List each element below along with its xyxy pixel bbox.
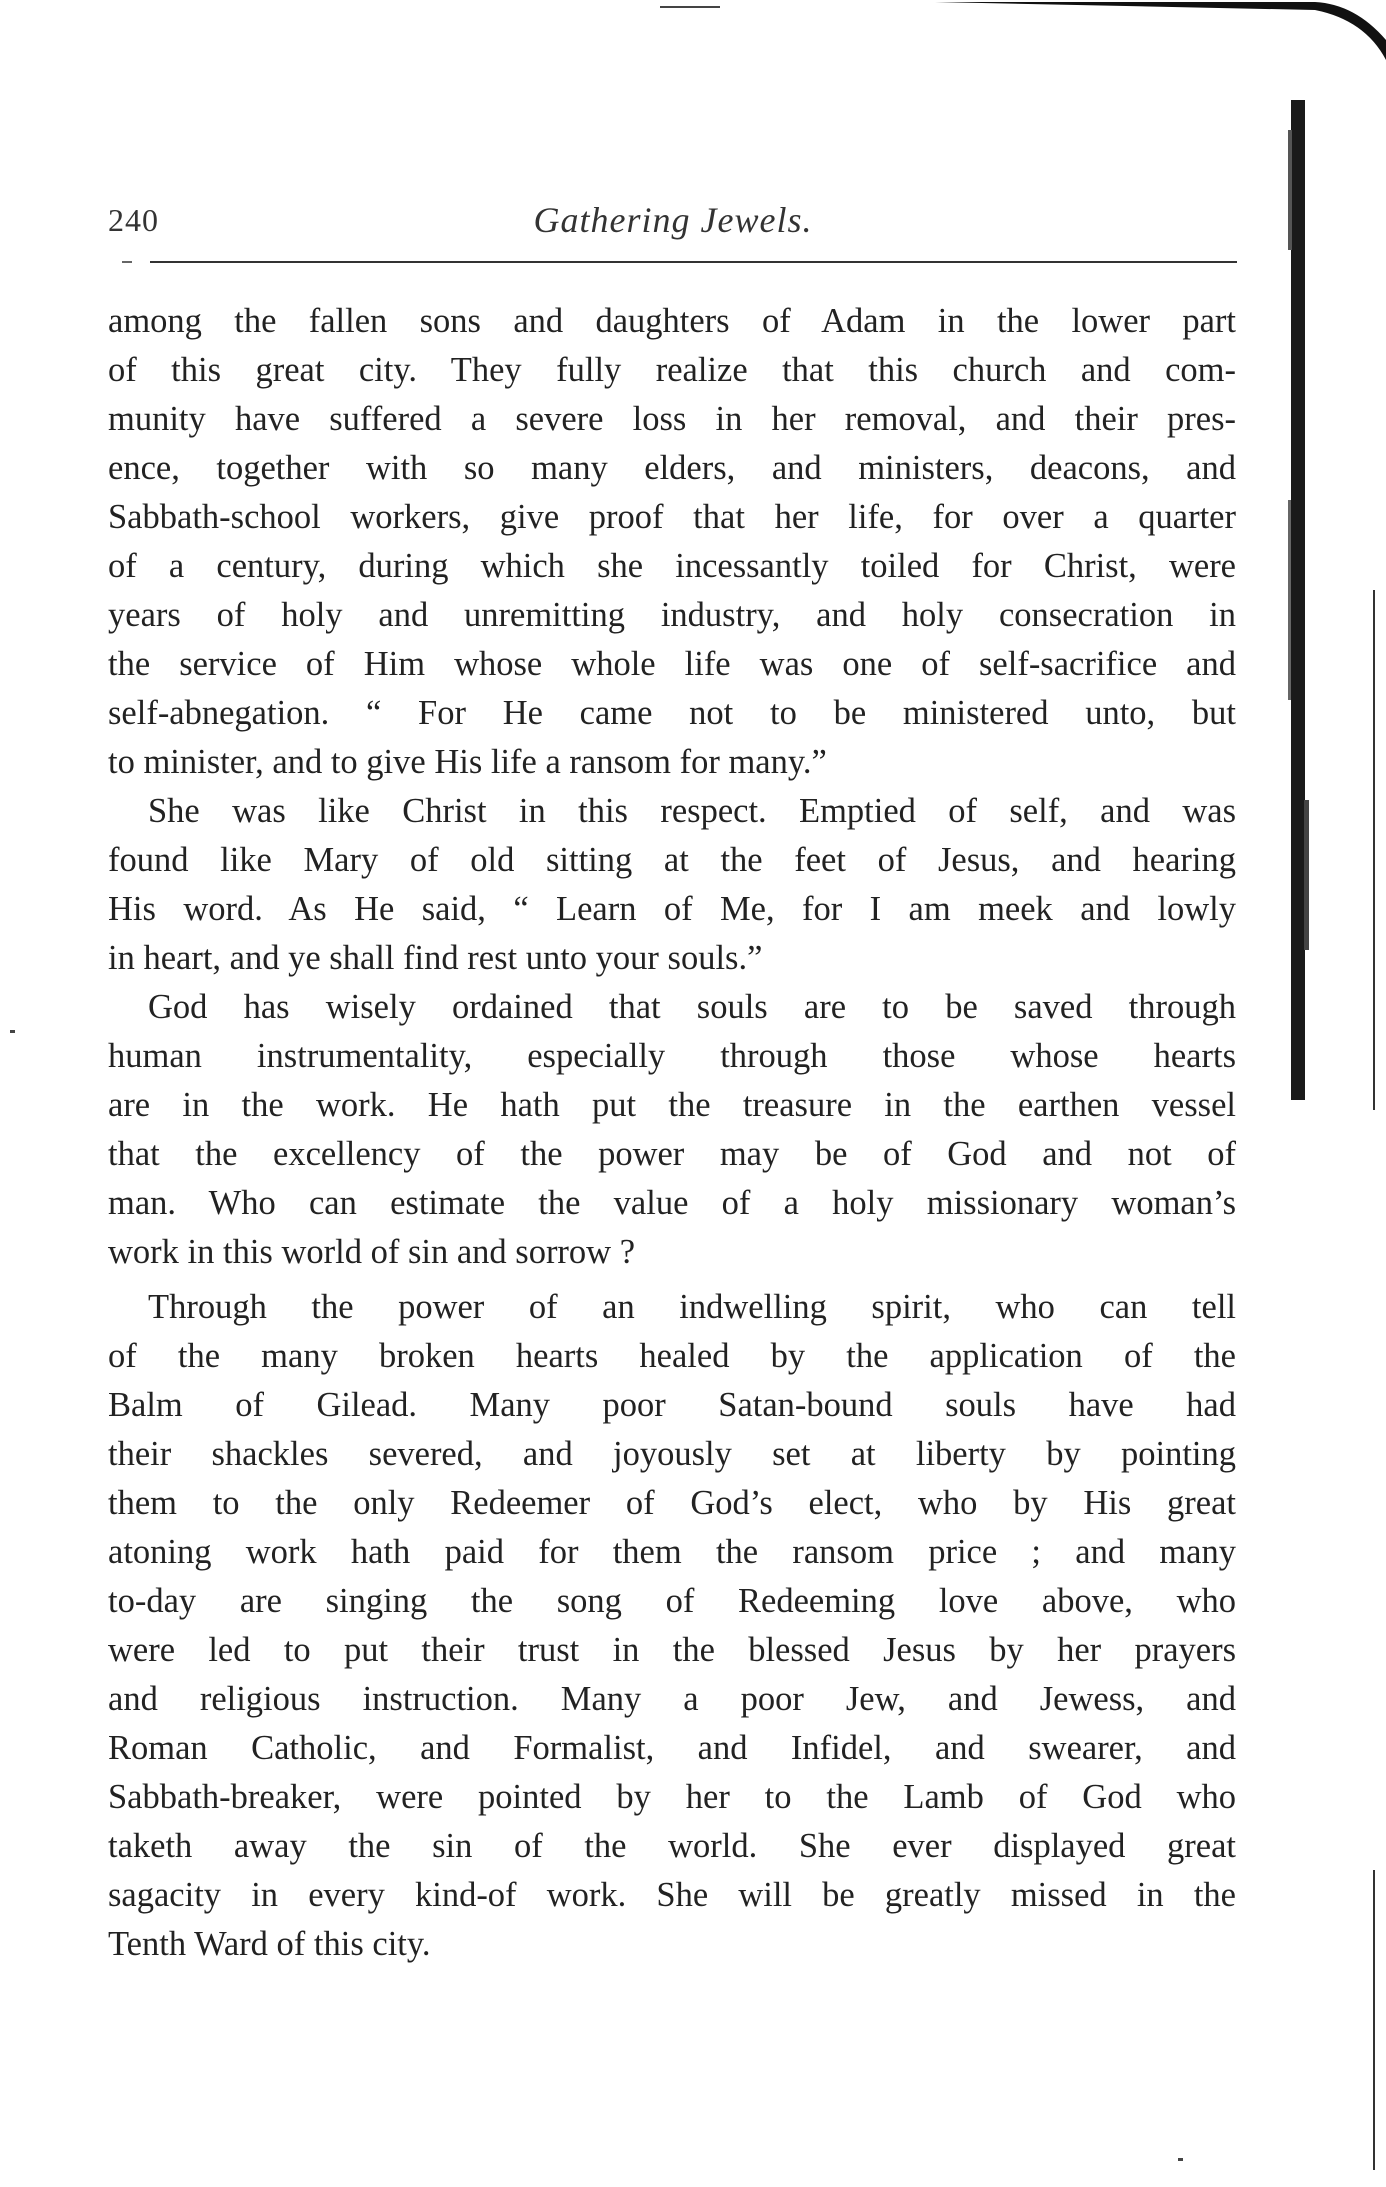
top-edge-rule <box>660 6 720 8</box>
binding-edge-strip <box>1288 100 1310 1100</box>
text-line: Sabbath-school workers, give proof that her life, for over a quarter <box>108 498 1236 536</box>
margin-speck <box>10 1030 15 1033</box>
running-title: Gathering Jewels. <box>533 200 813 240</box>
page-body <box>108 297 1236 1969</box>
text-line: ence, together with so many elders, and ministers, deacons, and <box>108 449 1236 487</box>
text-line: among the fallen sons and daughters of Adam in the lower part <box>108 302 1236 340</box>
text-line: years of holy and unremitting industry, and holy consecration in <box>108 596 1236 634</box>
paragraph <box>108 983 1236 1032</box>
text-line: of a century, during which she incessantly toiled for Christ, were <box>108 547 1236 585</box>
margin-speck-bottom <box>1178 2158 1183 2161</box>
scan-edge-line <box>1373 590 1375 1110</box>
text-line: to minister, and to give His life a ransom for many.” <box>108 743 827 781</box>
text-line: His word. As He said, “ Learn of Me, for I am meek and lowly <box>108 890 1236 928</box>
text-line: taketh away the sin of the world. She ever displayed great <box>108 1827 1236 1865</box>
paragraph <box>108 1283 1236 1332</box>
text-line: human instrumentality, especially through those whose hearts <box>108 1037 1236 1075</box>
text-line: munity have suffered a severe loss in her removal, and their pres- <box>108 400 1236 438</box>
page-number: 240 <box>108 202 159 238</box>
text-line: of the many broken hearts healed by the application of the <box>108 1337 1236 1375</box>
page-corner-shadow <box>935 0 1386 60</box>
text-line: She was like Christ in this respect. Emptied of self, and was <box>148 792 1236 830</box>
text-line: self-abnegation. “ For He came not to be ministered unto, but <box>108 694 1236 732</box>
paragraph-continuation <box>108 836 1236 983</box>
header-rule <box>150 261 1237 263</box>
text-line: were led to put their trust in the blessed Jesus by her prayers <box>108 1631 1236 1669</box>
text-line: sagacity in every kind-of work. She will be greatly missed in the <box>108 1876 1236 1914</box>
paragraph-continuation <box>108 1332 1236 1969</box>
text-line: to-day are singing the song of Redeeming love above, who <box>108 1582 1236 1620</box>
text-line: Balm of Gilead. Many poor Satan-bound souls have had <box>108 1386 1236 1424</box>
text-line: and religious instruction. Many a poor Jew, and Jewess, and <box>108 1680 1236 1718</box>
text-line: in heart, and ye shall find rest unto your souls.” <box>108 939 763 977</box>
text-line: Roman Catholic, and Formalist, and Infidel, and swearer, and <box>108 1729 1236 1767</box>
text-line: of this great city. They fully realize that this church and com- <box>108 351 1236 389</box>
text-line: their shackles severed, and joyously set at liberty by pointing <box>108 1435 1236 1473</box>
text-line: are in the work. He hath put the treasure in the earthen vessel <box>108 1086 1236 1124</box>
text-line: that the excellency of the power may be of God and not of <box>108 1135 1236 1173</box>
paragraph <box>108 787 1236 836</box>
text-line: God has wisely ordained that souls are to be saved through <box>148 988 1236 1026</box>
text-line: atoning work hath paid for them the ransom price ; and many <box>108 1533 1236 1571</box>
header-dash <box>122 261 132 263</box>
text-line: Sabbath-breaker, were pointed by her to the Lamb of God who <box>108 1778 1236 1816</box>
text-line: Through the power of an indwelling spirit, who can tell <box>148 1288 1236 1326</box>
text-line: work in this world of sin and sorrow ? <box>108 1233 636 1271</box>
text-line: found like Mary of old sitting at the feet of Jesus, and hearing <box>108 841 1236 879</box>
paragraph <box>108 297 1236 787</box>
text-line: man. Who can estimate the value of a holy missionary woman’s <box>108 1184 1236 1222</box>
text-line: Tenth Ward of this city. <box>108 1925 431 1963</box>
scan-edge-line-lower <box>1373 1870 1375 2170</box>
running-header <box>108 200 1238 248</box>
paragraph-continuation <box>108 1032 1236 1277</box>
text-line: the service of Him whose whole life was one of self-sacrifice and <box>108 645 1236 683</box>
text-line: them to the only Redeemer of God’s elect, who by His great <box>108 1484 1236 1522</box>
